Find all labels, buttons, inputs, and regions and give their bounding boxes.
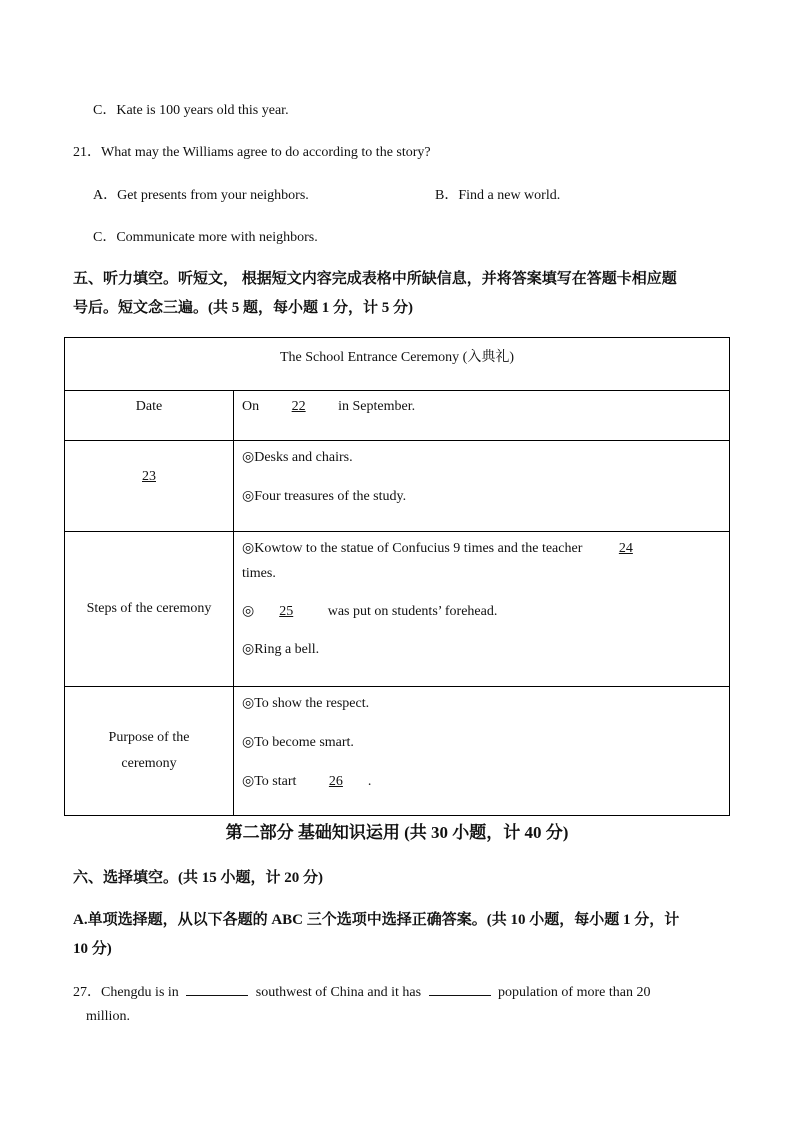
q27-blank-1 <box>186 983 248 996</box>
date-suffix: in September. <box>338 399 416 414</box>
step2: ◎ 25 was put on students’ forehead. <box>242 604 498 619</box>
table-row-steps <box>65 532 730 687</box>
section6-heading: 六、选择填空。(共 15 小题，计 20 分) <box>73 870 323 886</box>
step1: ◎Kowtow to the statue of Confucius 9 times and the teacher 24 <box>234 532 729 557</box>
blank-23: 23 <box>142 469 156 484</box>
blank-24: 24 <box>618 541 633 556</box>
purpose-2: ◎To become smart. <box>242 735 354 750</box>
table-title-row <box>65 338 730 391</box>
table-title: The School Entrance Ceremony (入典礼) <box>279 350 515 365</box>
q21-option-c: C．Communicate more with neighbors. <box>93 230 318 245</box>
q21-option-a: A．Get presents from your neighbors. <box>93 188 309 203</box>
q20-option-c: C．Kate is 100 years old this year. <box>93 103 289 118</box>
q27-line2: million. <box>86 1009 130 1024</box>
steps-label: Steps of the ceremony <box>86 601 212 616</box>
date-label: Date <box>135 399 163 414</box>
table-row-items <box>65 441 730 532</box>
purpose-label-line1: Purpose of the <box>108 730 190 745</box>
section6-subA-line2: 10 分) <box>73 941 112 957</box>
purpose-3: ◎To start 26 . <box>242 774 372 789</box>
step1-continued: times. <box>242 566 276 581</box>
purpose-1: ◎To show the respect. <box>242 696 370 711</box>
table-row-date <box>65 391 730 441</box>
q27-line1: 27．Chengdu is in southwest of China and it has population of more than 20 <box>73 985 651 1000</box>
date-prefix: On <box>242 399 260 414</box>
blank-25: 25 <box>279 604 294 619</box>
purpose-label-line2: ceremony <box>121 756 177 771</box>
part2-title: 第二部分 基础知识运用 (共 30 小题，计 40 分) <box>225 823 569 842</box>
step3: ◎Ring a bell. <box>242 642 320 657</box>
section5-heading-line1: 五、听力填空。听短文， 根据短文内容完成表格中所缺信息，并将答案填写在答题卡相应题 <box>73 271 677 287</box>
q27-blank-2 <box>429 983 491 996</box>
date-answer <box>234 391 729 415</box>
table-row-purpose <box>65 687 730 816</box>
items-line2: ◎Four treasures of the study. <box>242 489 407 504</box>
blank-26: 26 <box>328 774 343 789</box>
section5-heading-line2: 号后。短文念三遍。(共 5 题，每小题 1 分，计 5 分) <box>73 300 413 316</box>
q21-question: 21．What may the Williams agree to do according to the story? <box>73 145 431 160</box>
ceremony-table <box>64 337 730 816</box>
section6-subA-line1: A.单项选择题，从以下各题的 ABC 三个选项中选择正确答案。(共 10 小题，每小题 1 分，计 <box>73 912 680 928</box>
q21-option-b: B．Find a new world. <box>435 188 561 203</box>
items-line1: ◎Desks and chairs. <box>242 450 353 465</box>
blank-22: 22 <box>291 399 306 414</box>
